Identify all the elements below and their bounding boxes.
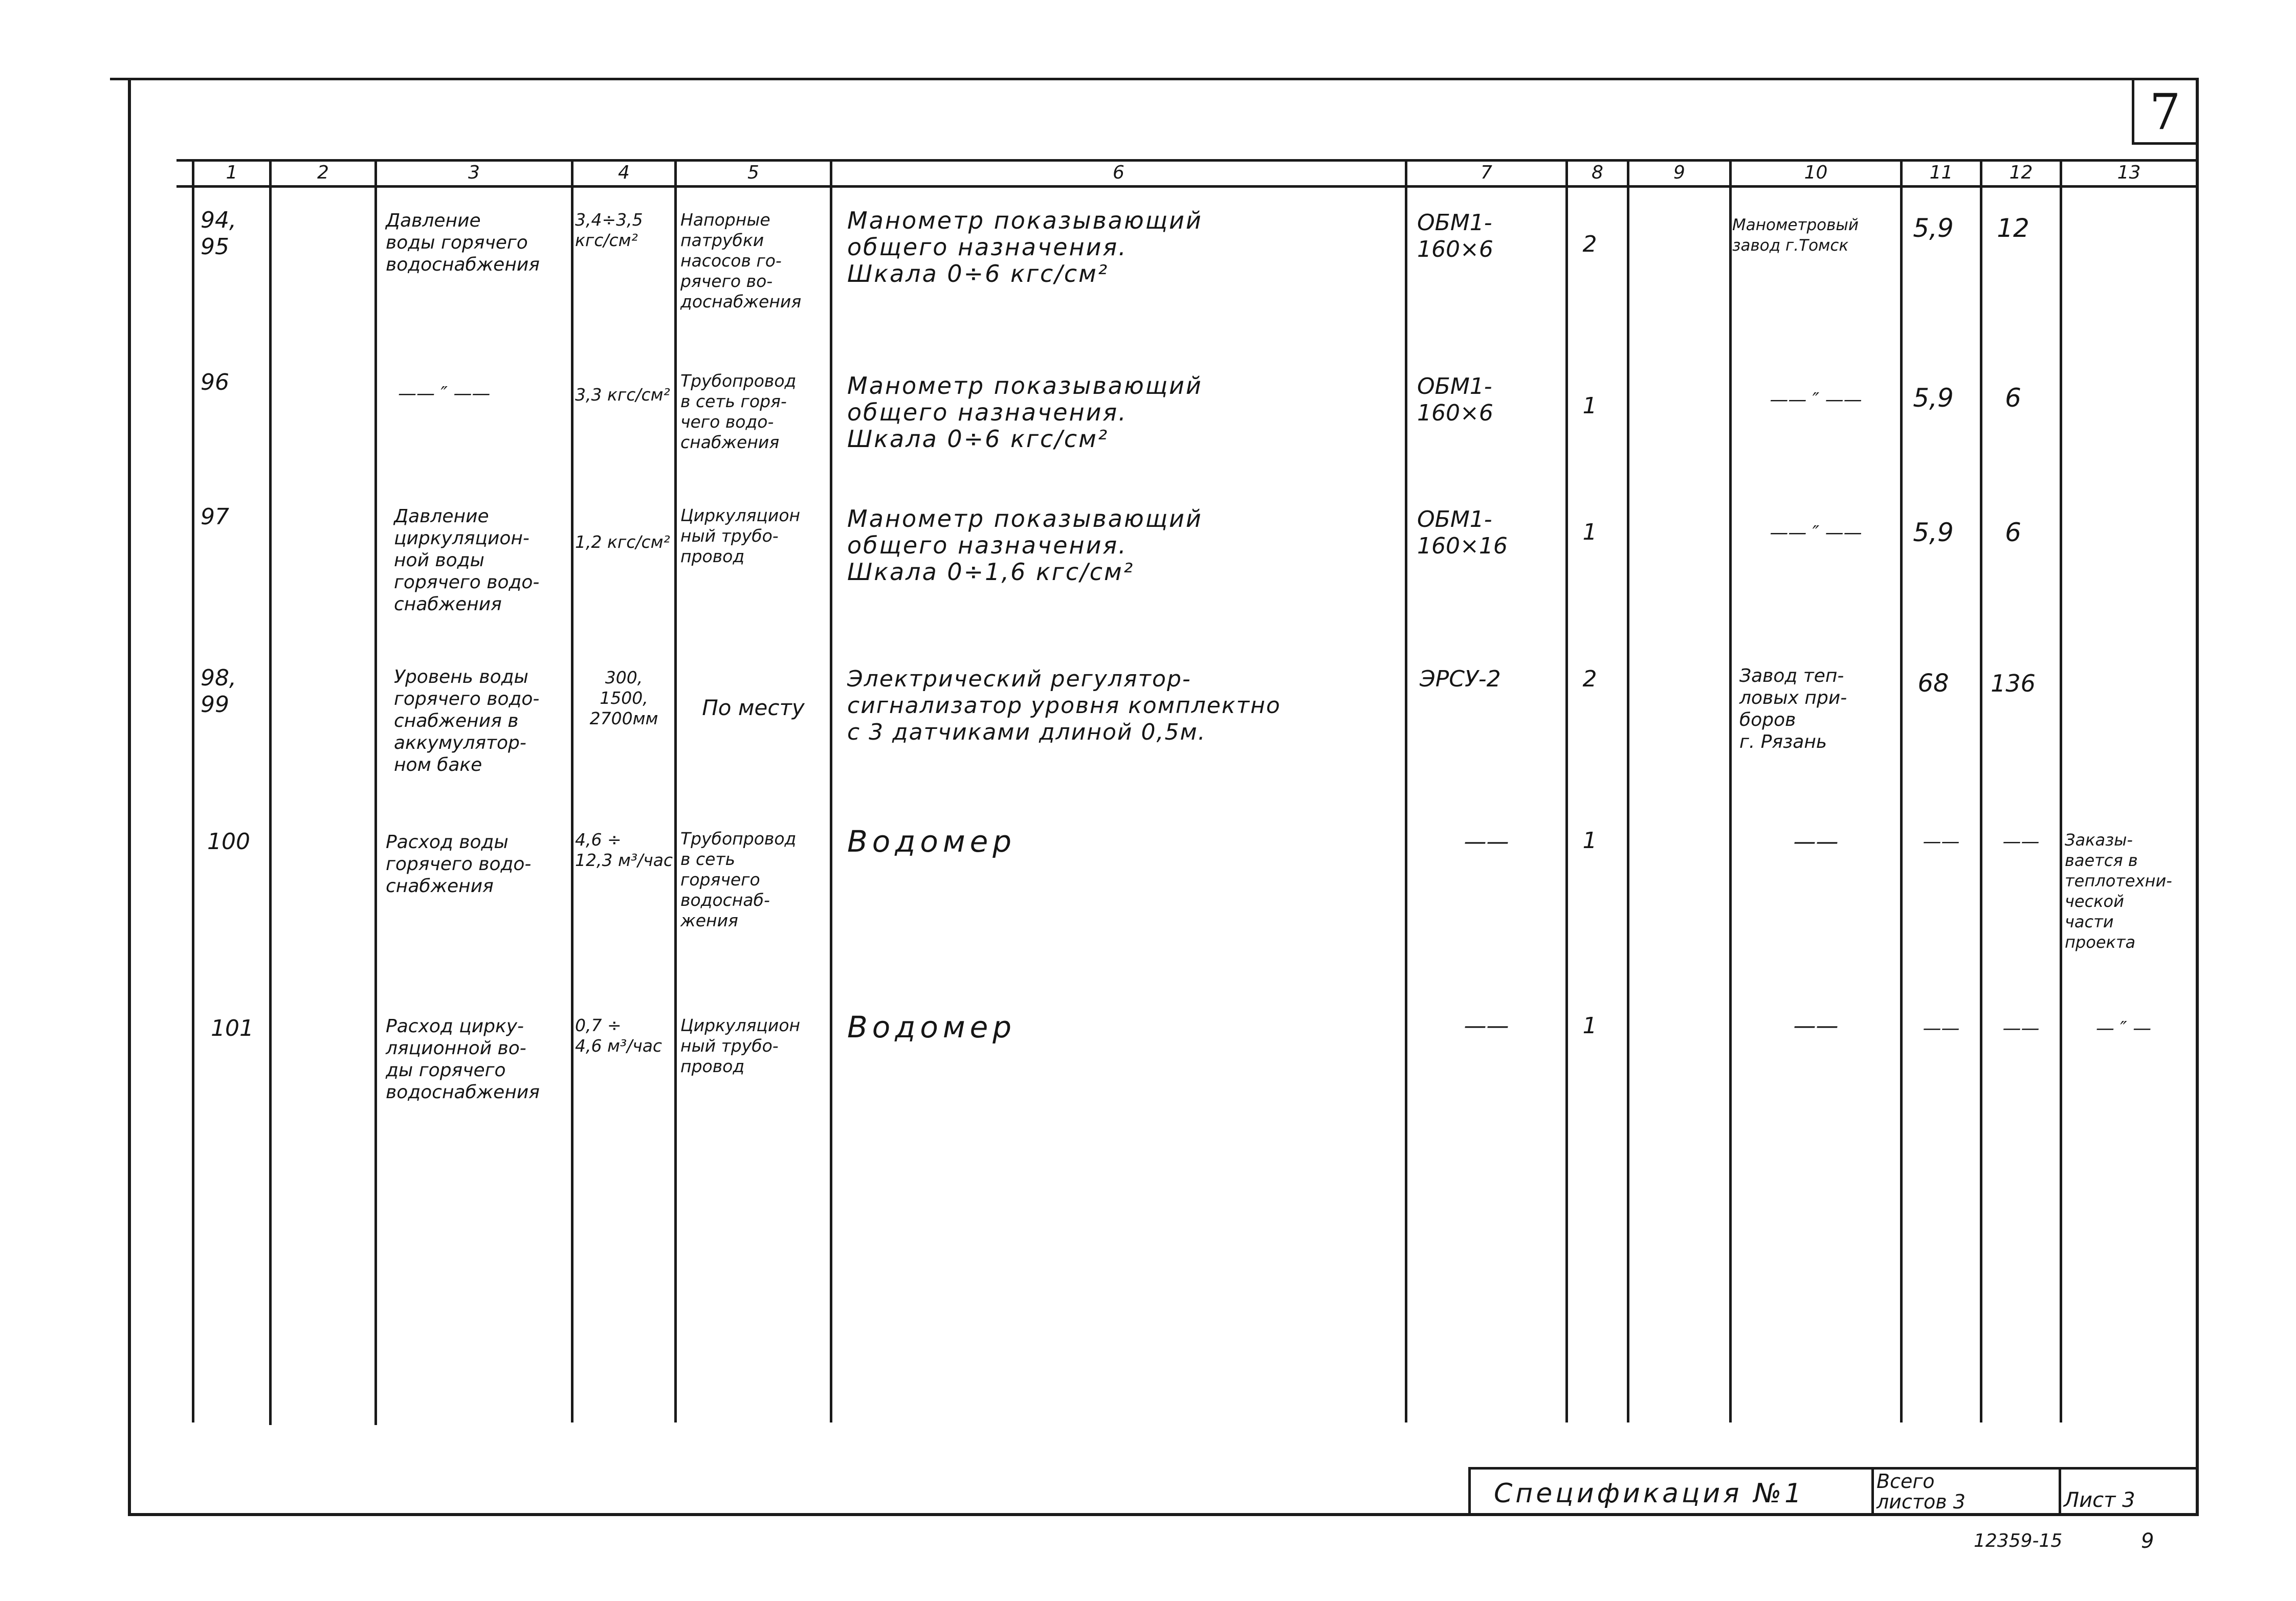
row5-type: —— [1464,829,1509,855]
col-line-0 [192,159,194,1422]
row1-maker: Манометровый завод г.Томск [1732,216,1859,255]
row1-c11: 5,9 [1913,213,1954,243]
row2-qty: 1 [1582,393,1597,419]
row4-qty: 2 [1582,666,1597,692]
col-line-5 [830,159,832,1422]
row3-name: Манометр показывающий общего назначения. Шкала 0÷1,6 кгс/см² [847,505,1203,586]
row6-param: Расход цирку- ляционной во- ды горячего водоснабжения [386,1016,540,1103]
footer-code: 12359-15 [1974,1530,2063,1551]
row6-place: Циркуляцион ный трубо- провод [680,1015,801,1076]
col-header-12: 12 [2009,162,2033,183]
row2-param: —— ″ —— [398,383,491,404]
row5-place: Трубопровод в сеть горячего водоснаб- жения [680,829,797,930]
col-header-4: 4 [618,162,630,183]
row1-type: ОБМ1- 160×6 [1417,210,1493,262]
col-line-1 [269,159,272,1425]
row5-c11: —— [1923,831,1960,852]
col-header-1: 1 [226,162,238,183]
stamp-title: Спецификация №1 [1494,1478,1805,1509]
row4-c12: 136 [1991,670,2036,697]
col-line-3 [571,159,573,1422]
row6-c12: —— [2002,1018,2040,1039]
row2-maker: —— ″ —— [1770,389,1862,410]
col-line-2 [374,159,377,1425]
row2-c12: 6 [2005,383,2021,413]
row2-pos: 96 [201,369,229,395]
col-header-13: 13 [2117,162,2141,183]
row4-place: По месту [702,695,805,720]
row6-qty: 1 [1582,1013,1597,1039]
row3-c11: 5,9 [1913,518,1954,547]
frame-top [110,78,2199,80]
row5-name: Водомер [847,824,1017,859]
sheet-number: 7 [2149,83,2181,141]
col-header-5: 5 [747,162,759,183]
row5-value: 4,6 ÷ 12,3 м³/час [575,830,673,870]
stamp-total-sheets: Всего листов 3 [1876,1470,1966,1513]
row4-value: 300, 1500, 2700мм [589,668,658,728]
table-header-line [176,185,2199,188]
col-header-11: 11 [1929,162,1953,183]
row1-value: 3,4÷3,5 кгс/см² [575,210,643,250]
row5-c12: —— [2002,831,2040,852]
row3-place: Циркуляцион ный трубо- провод [680,505,801,566]
row3-c12: 6 [2005,518,2021,547]
row6-c11: —— [1923,1018,1960,1039]
stamp-div-1 [1871,1467,1874,1516]
row2-name: Манометр показывающий общего назначения. Шкала 0÷6 кгс/см² [847,372,1203,453]
stamp-left [1468,1467,1471,1516]
row4-name: Электрический регулятор- сигнализатор уровня комплектно с 3 датчиками длиной 0,5м. [847,666,1281,745]
row2-type: ОБМ1- 160×6 [1417,373,1493,426]
row1-name: Манометр показывающий общего назначения. Шкала 0÷6 кгс/см² [847,207,1203,287]
row3-param: Давление циркуляцион- ной воды горячего водо- снабжения [394,506,540,615]
stamp-sheet: Лист 3 [2064,1488,2135,1512]
col-line-10 [1900,159,1903,1422]
row2-c11: 5,9 [1913,383,1954,413]
row4-param: Уровень воды горячего водо- снабжения в аккумулятор- ном баке [394,666,540,775]
row4-type: ЭРСУ-2 [1420,666,1501,692]
row5-pos: 100 [207,829,250,855]
col-line-12 [2060,159,2062,1422]
stamp-top [1468,1467,2199,1470]
row1-place: Напорные патрубки насосов го- рячего во- доснабжения [680,210,802,312]
stamp-div-2 [2059,1467,2061,1516]
row5-note: Заказы- вается в теплотехни- ческой части проекта [2065,830,2172,952]
col-line-11 [1980,159,1982,1422]
sheet-box-bottom [2132,142,2199,145]
row2-place: Трубопровод в сеть горя- чего водо- снабжения [680,371,797,452]
row5-maker: —— [1793,829,1839,855]
frame-bottom [128,1513,2199,1516]
col-header-3: 3 [468,162,480,183]
frame-left [128,78,131,1515]
col-header-7: 7 [1481,162,1492,183]
row5-qty: 1 [1582,828,1597,854]
col-header-6: 6 [1113,162,1124,183]
row4-c11: 68 [1917,669,1949,698]
row4-maker: Завод теп- ловых при- боров г. Рязань [1739,665,1847,752]
col-header-8: 8 [1592,162,1603,183]
row5-param: Расход воды горячего водо- снабжения [386,832,532,897]
row3-type: ОБМ1- 160×16 [1417,506,1508,559]
row6-name: Водомер [847,1010,1017,1044]
row6-pos: 101 [211,1015,254,1041]
row3-value: 1,2 кгс/см² [575,532,670,552]
row6-maker: —— [1793,1013,1839,1039]
row1-param: Давление воды горячего водоснабжения [386,210,540,275]
row3-pos: 97 [201,504,229,530]
col-header-10: 10 [1804,162,1828,183]
col-line-4 [674,159,677,1422]
table-top-line [176,159,2199,162]
row2-value: 3,3 кгс/см² [575,385,670,405]
col-line-6 [1405,159,1407,1422]
row6-type: —— [1464,1013,1509,1039]
row1-c12: 12 [1997,213,2029,243]
row6-value: 0,7 ÷ 4,6 м³/час [575,1015,663,1056]
row4-pos: 98, 99 [201,665,236,718]
row3-maker: —— ″ —— [1770,522,1862,543]
col-line-7 [1565,159,1568,1422]
col-header-2: 2 [317,162,329,183]
row3-qty: 1 [1582,519,1597,545]
row1-pos: 94, 95 [201,207,236,260]
footer-page: 9 [2141,1529,2154,1553]
frame-right [2196,78,2199,1516]
row6-note: — ″ — [2095,1018,2152,1039]
row1-qty: 2 [1582,231,1597,257]
col-header-9: 9 [1673,162,1685,183]
col-line-9 [1729,159,1732,1422]
col-line-8 [1627,159,1629,1422]
